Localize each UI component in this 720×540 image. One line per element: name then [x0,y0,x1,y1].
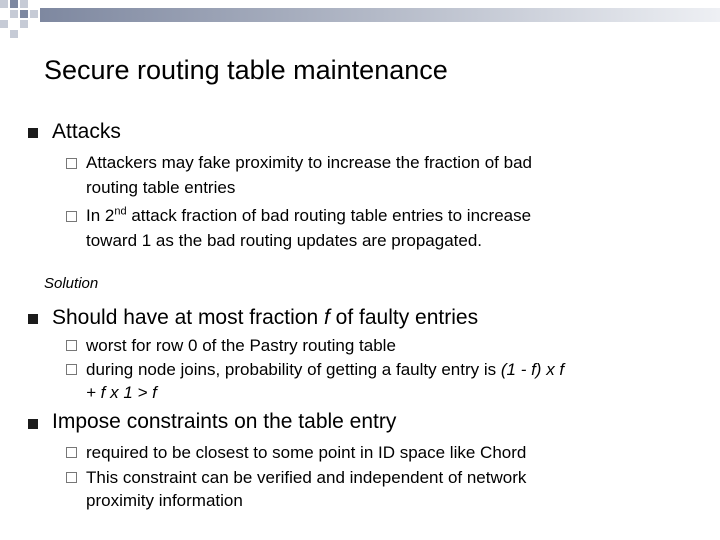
checkbox-bullet-icon [66,211,77,222]
attack-item-1-line2: routing table entries [86,178,236,197]
slide-title: Secure routing table maintenance [44,55,448,85]
checkbox-bullet-icon [66,340,77,351]
point1-item-1: worst for row 0 of the Pastry routing table [86,336,396,355]
square-bullet-icon [28,419,38,429]
point2-item-2-line1: This constraint can be verified and independent of network [86,468,527,487]
point2-item-1: required to be closest to some point in ID space like Chord [86,443,527,462]
point1-heading: Should have at most fraction f of faulty entries [52,306,479,329]
attacks-heading: Attacks [52,120,121,143]
header-decoration [0,0,720,40]
point1-item-2-line1: during node joins, probability of getting a faulty entry is (1 - f) x f [86,360,565,379]
solution-label: Solution [44,275,99,292]
attack-item-2-line2: toward 1 as the bad routing updates are propagated. [86,231,483,250]
point2-item-2-line2: proximity information [86,491,243,510]
square-bullet-icon [28,128,38,138]
checkbox-bullet-icon [66,158,77,169]
checkbox-bullet-icon [66,472,77,483]
ordinal-superscript: nd [114,205,127,218]
square-bullet-icon [28,314,38,324]
checkbox-bullet-icon [66,447,77,458]
checkbox-bullet-icon [66,364,77,375]
point1-item-2-line2: + f x 1 > f [86,383,157,402]
attack-item-2-line1: In 2nd attack fraction of bad routing table entries to increase [86,205,532,225]
point2-heading: Impose constraints on the table entry [52,410,397,433]
attack-item-1-line1: Attackers may fake proximity to increase the fraction of bad [86,153,532,172]
